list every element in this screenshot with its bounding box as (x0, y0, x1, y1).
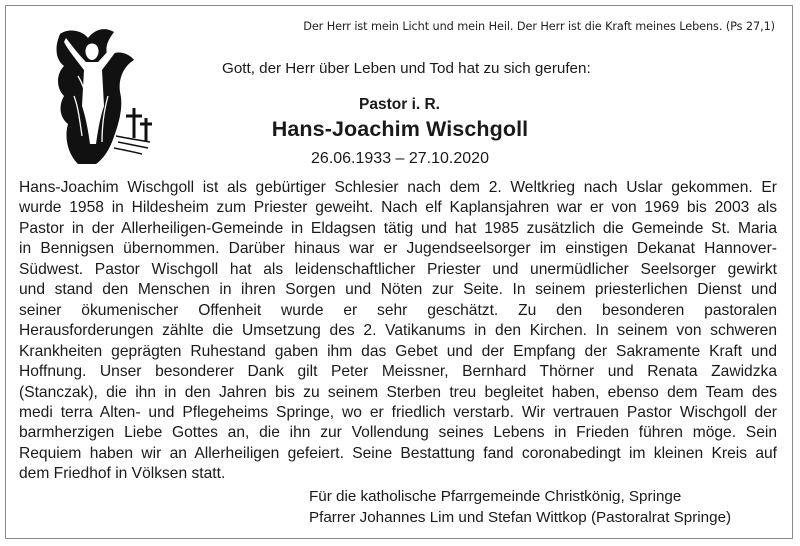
deceased-name: Hans-Joachim Wischgoll (271, 117, 529, 141)
signature-names: Pfarrer Johannes Lim und Stefan Wittkop (Pastoralrat Springe) (309, 509, 732, 526)
obituary-line: in Bennigsen übernommen. Darüber hinaus war er Jugendseelsorger im einstigen Dekanat Hannover- (19, 240, 777, 258)
psalm-quote: Der Herr ist mein Licht und mein Heil. Der Herr ist die Kraft meines Lebens. (Ps 27,1) (303, 20, 775, 33)
obituary-text (19, 178, 777, 485)
obituary-line: barmherzigen Liebe Gottes an, die ihn zur Vollendung seines Lebens in Frieden führen möge. Sein (19, 424, 777, 442)
life-dates: 26.06.1933 – 27.10.2020 (311, 150, 489, 167)
obituary-line: seiner ökumenischer Offenheit wurde er sehr geschätzt. Zu den besonderen pastoralen (19, 301, 777, 319)
obituary-line: und stand den Menschen in ihren Sorgen und Nöten zur Seite. In seinem priesterlichen Dienst und (19, 281, 777, 299)
deceased-title (0, 96, 800, 114)
obituary-line: Südwest. Pastor Wischgoll hat als leidenschaftlicher Priester und unermüdlicher Seelsorger gewirkt (19, 260, 777, 278)
announcement-intro: Gott, der Herr über Leben und Tod hat zu sich gerufen: (222, 60, 591, 77)
signature-block (309, 486, 731, 528)
obituary-line: wurde 1958 in Hildesheim zum Priester geweiht. Nach elf Kaplansjahren war er von 1969 bis 2003 als (19, 199, 777, 217)
signature-parish: Für die katholische Pfarrgemeinde Christkönig, Springe (309, 488, 682, 505)
obituary-line: Pastor in der Allerheiligen-Gemeinde in Eldagsen tätig und hat 1985 zusätzlich die Gemeinde St. Maria (19, 219, 777, 237)
obituary-line: Hans-Joachim Wischgoll ist als gebürtiger Schlesier nach dem 2. Weltkrieg nach Uslar gekommen. Er (19, 179, 777, 196)
deceased-title-text: Pastor i. R. (359, 96, 440, 113)
obituary-line: Hoffnung. Unser besonderer Dank gilt Peter Meissner, Bernhard Thörner und Renata Zawidzka (19, 363, 777, 381)
obituary-line: dem Friedhof in Völksen statt. (19, 465, 226, 483)
obituary-line: (Stanczak), die ihn in den Jahren bis zu seinem Sterben treu begleitet haben, ebenso dem Team des (19, 383, 777, 401)
obituary-line: Requiem haben wir an Allerheiligen gefeiert. Seine Bestattung fand coronabedingt im kleinen Kreis auf (19, 444, 777, 462)
obituary-line: medi terra Alten- und Pflegeheims Springe, wo er friedlich verstarb. Wir vertrauen Pastor Wischgoll der (19, 403, 777, 421)
obituary-line: Krankheiten geprägten Ruhestand gaben ihm das Gebet und der Empfang der Sakramente Kraft und (19, 342, 777, 360)
obituary-line: Herausforderungen zählte die Umsetzung des 2. Vatikanums in den Kirchen. In seinem von schweren (19, 322, 777, 340)
